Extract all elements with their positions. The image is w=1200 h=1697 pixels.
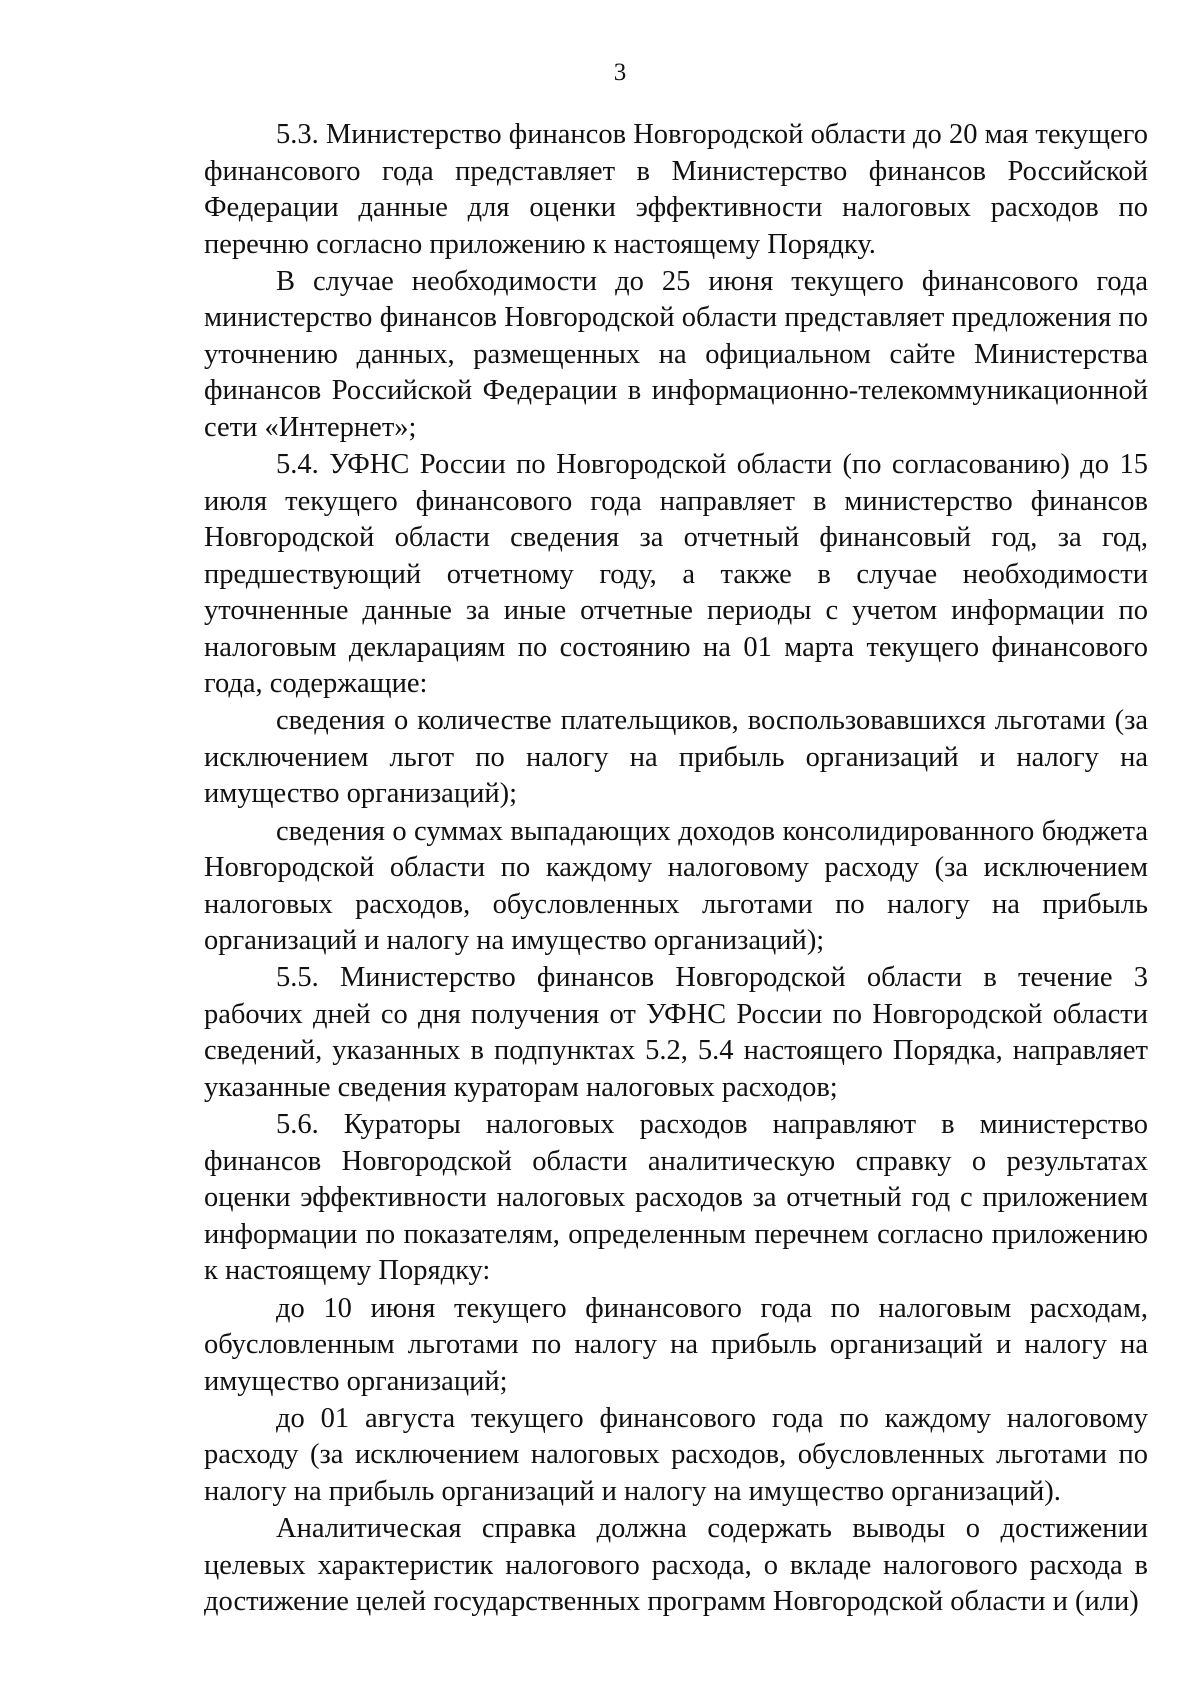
paragraph-analytical-note: Аналитическая справка должна содержать выводы о достижении целевых характеристик налогового расхода, о вкладе налогового расхода в достижение целей государственных программ Новгородской области и (или) — [204, 1513, 1148, 1618]
paragraph-lost-revenue: сведения о суммах выпадающих доходов консолидированного бюджета Новгородской области по каждому налоговому расходу (за исключением налоговых расходов, обусловленных льготами по налогу на прибыль организаций и налогу на имущество организаций); — [204, 815, 1148, 957]
page-number: 3 — [613, 59, 627, 86]
paragraph-payers-count: сведения о количестве плательщиков, воспользовавшихся льготами (за исключением льгот по налогу на прибыль организаций и налогу на имущество организаций); — [204, 705, 1148, 810]
paragraph-5-3: 5.3. Министерство финансов Новгородской области до 20 мая текущего финансового года представляет в Министерство финансов Российской Федерации данные для оценки эффективности налоговых расходов по перечню согласно приложению к настоящему Порядку. — [204, 119, 1148, 260]
paragraph-deadline-august: до 01 августа текущего финансового года по каждому налоговому расходу (за исключением налоговых расходов, обусловленных льготами по налогу на прибыль организаций и налогу на имущество организаций). — [204, 1402, 1148, 1507]
paragraph-proposals: В случае необходимости до 25 июня текущего финансового года министерство финансов Новгородской области представляет предложения по уточнению данных, размещенных на официальном сайте Министерства финансов Российской Федерации в информационно-телекоммуникационной сети «Интернет»; — [204, 265, 1148, 443]
document-body — [204, 117, 1148, 1621]
paragraph-5-4: 5.4. УФНС России по Новгородской области (по согласованию) до 15 июля текущего финансового года направляет в министерство финансов Новгородской области сведения за отчетный финансовый год, за год, предшествующий отчетному году, а также в случае необходимости уточненные данные за иные отчетные периоды с учетом информации по налоговым декларациям по состоянию на 01 марта текущего финансового года, содержащие: — [204, 449, 1148, 700]
paragraph-deadline-june: до 10 июня текущего финансового года по налоговым расходам, обусловленным льготами по налогу на прибыль организаций и налогу на имущество организаций; — [204, 1292, 1148, 1397]
paragraph-5-6: 5.6. Кураторы налоговых расходов направляют в министерство финансов Новгородской области аналитическую справку о результатах оценки эффективности налоговых расходов за отчетный год с приложением информации по показателям, определенным перечнем согласно приложению к настоящему Порядку: — [204, 1109, 1148, 1287]
paragraph-5-5: 5.5. Министерство финансов Новгородской области в течение 3 рабочих дней со дня получения от УФНС России по Новгородской области сведений, указанных в подпунктах 5.2, 5.4 настоящего Порядка, направляет указанные сведения кураторам налоговых расходов; — [204, 962, 1148, 1103]
